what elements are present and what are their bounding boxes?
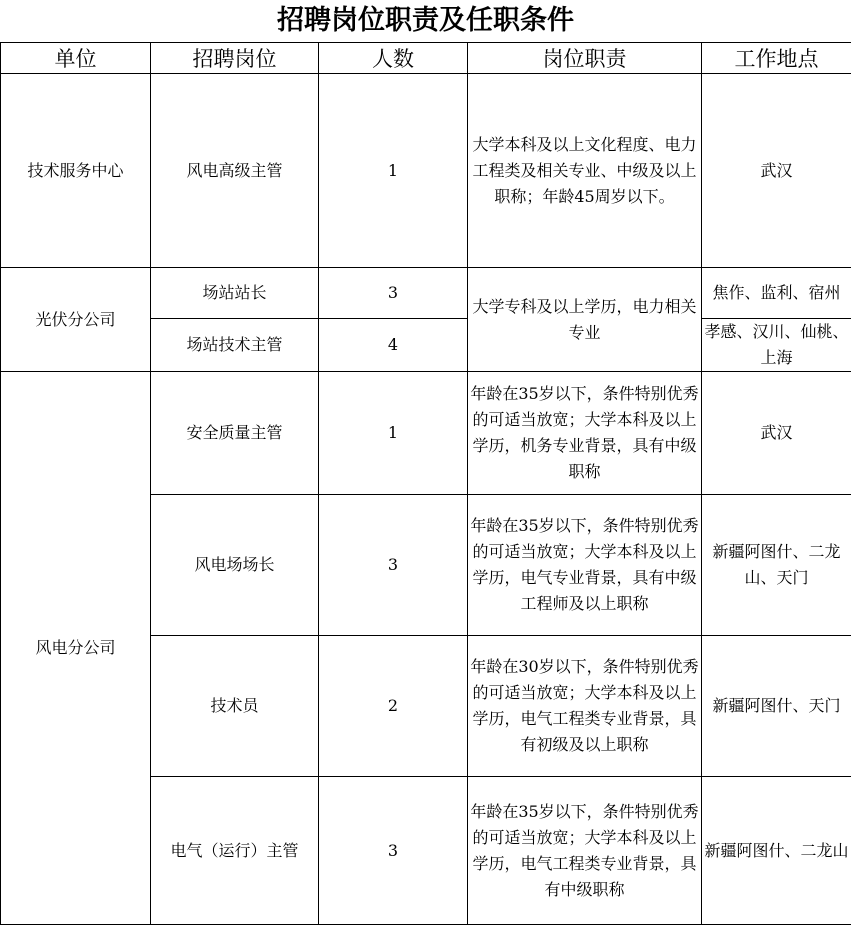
header-requirements: 岗位职责 [468, 43, 702, 74]
header-count: 人数 [319, 43, 468, 74]
position-cell: 场站技术主管 [151, 319, 319, 372]
count-cell: 2 [319, 636, 468, 777]
location-cell: 武汉 [702, 372, 851, 495]
header-unit: 单位 [1, 43, 151, 74]
header-position: 招聘岗位 [151, 43, 319, 74]
table-row [1, 268, 851, 319]
requirements-cell: 年龄在35岁以下，条件特别优秀的可适当放宽；大学本科及以上学历，电气专业背景，具有中级工程师及以上职称 [468, 495, 702, 636]
requirements-cell: 年龄在35岁以下，条件特别优秀的可适当放宽；大学本科及以上学历，电气工程类专业背景，具有中级职称 [468, 777, 702, 925]
count-cell: 4 [319, 319, 468, 372]
location-cell: 新疆阿图什、天门 [702, 636, 851, 777]
count-cell: 3 [319, 777, 468, 925]
location-cell: 孝感、汉川、仙桃、上海 [702, 319, 851, 372]
requirements-cell: 年龄在35岁以下，条件特别优秀的可适当放宽；大学本科及以上学历，机务专业背景，具有中级职称 [468, 372, 702, 495]
table-row [1, 74, 851, 268]
position-cell: 风电场场长 [151, 495, 319, 636]
location-cell: 武汉 [702, 74, 851, 268]
position-cell: 技术员 [151, 636, 319, 777]
position-cell: 安全质量主管 [151, 372, 319, 495]
location-cell: 焦作、监利、宿州 [702, 268, 851, 319]
recruitment-table [0, 42, 851, 925]
count-cell: 3 [319, 495, 468, 636]
table-header-row [1, 43, 851, 74]
position-cell: 风电高级主管 [151, 74, 319, 268]
count-cell: 1 [319, 372, 468, 495]
table-row [1, 372, 851, 495]
count-cell: 1 [319, 74, 468, 268]
page-title: 招聘岗位职责及任职条件 [277, 5, 574, 36]
requirements-cell: 年龄在30岁以下，条件特别优秀的可适当放宽；大学本科及以上学历，电气工程类专业背景，具有初级及以上职称 [468, 636, 702, 777]
unit-cell: 光伏分公司 [1, 268, 151, 372]
count-cell: 3 [319, 268, 468, 319]
requirements-cell: 大学专科及以上学历，电力相关专业 [468, 268, 702, 372]
location-cell: 新疆阿图什、二龙山 [702, 777, 851, 925]
location-cell: 新疆阿图什、二龙山、天门 [702, 495, 851, 636]
unit-cell: 技术服务中心 [1, 74, 151, 268]
requirements-cell: 大学本科及以上文化程度、电力工程类及相关专业、中级及以上职称；年龄45周岁以下。 [468, 74, 702, 268]
position-cell: 场站站长 [151, 268, 319, 319]
position-cell: 电气（运行）主管 [151, 777, 319, 925]
unit-cell: 风电分公司 [1, 372, 151, 925]
header-location: 工作地点 [702, 43, 851, 74]
